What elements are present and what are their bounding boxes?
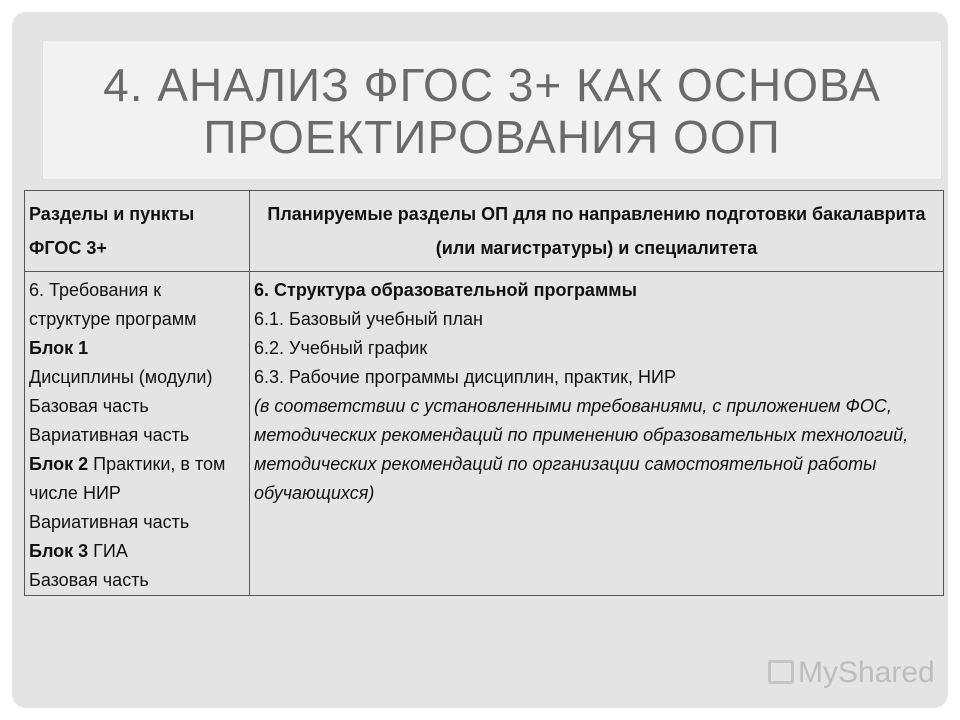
fgos-requirements-cell: [25, 272, 250, 596]
table-row: [25, 272, 944, 596]
blok2-text: Практики, в том числе НИР: [29, 454, 226, 503]
blok3-text: ГИА: [88, 541, 128, 561]
watermark-text: MyShared: [798, 656, 935, 689]
base-part-1: Базовая часть: [29, 396, 149, 416]
blok2-label: Блок 2: [29, 454, 89, 474]
watermark-logo: [768, 656, 935, 690]
program-structure-cell: [250, 272, 944, 596]
header-cell-planned: Планируемые разделы ОП для по направлению подготовки бакалаврита (или магистратуры) и специалитета: [250, 191, 944, 272]
title-line-2: ПРОЕКТИРОВАНИЯ ООП: [203, 111, 781, 163]
disciplines-label: Дисциплины (модули): [29, 367, 213, 387]
fgos-table: [24, 190, 944, 596]
table-header-row: [25, 191, 944, 272]
presentation-icon: [768, 660, 794, 684]
slide-title: [43, 59, 941, 163]
base-part-3: Базовая часть: [29, 570, 149, 590]
structure-item-3: 6.3. Рабочие программы дисциплин, практик, НИР: [254, 367, 676, 387]
structure-item-2: 6.2. Учебный график: [254, 338, 428, 358]
blok1-label: Блок 1: [29, 338, 89, 358]
structure-heading: 6. Структура образовательной программы: [254, 280, 637, 300]
header-cell-sections: Разделы и пункты ФГОС 3+: [25, 191, 250, 272]
structure-note: (в соответствии с установленными требованиями, с приложением ФОС, методических рекомендаций по применению образовательных технологий, методических рекомендаций по организации самостоятельной работы обучающихся): [254, 396, 909, 503]
variative-part-2: Вариативная часть: [29, 512, 190, 532]
blok3-label: Блок 3: [29, 541, 89, 561]
structure-item-1: 6.1. Базовый учебный план: [254, 309, 483, 329]
variative-part-1: Вариативная часть: [29, 425, 190, 445]
title-box: [42, 40, 942, 180]
title-line-1: 4. АНАЛИЗ ФГОС 3+ КАК ОСНОВА: [103, 59, 881, 111]
requirements-heading: 6. Требования к структуре программ: [29, 280, 197, 329]
